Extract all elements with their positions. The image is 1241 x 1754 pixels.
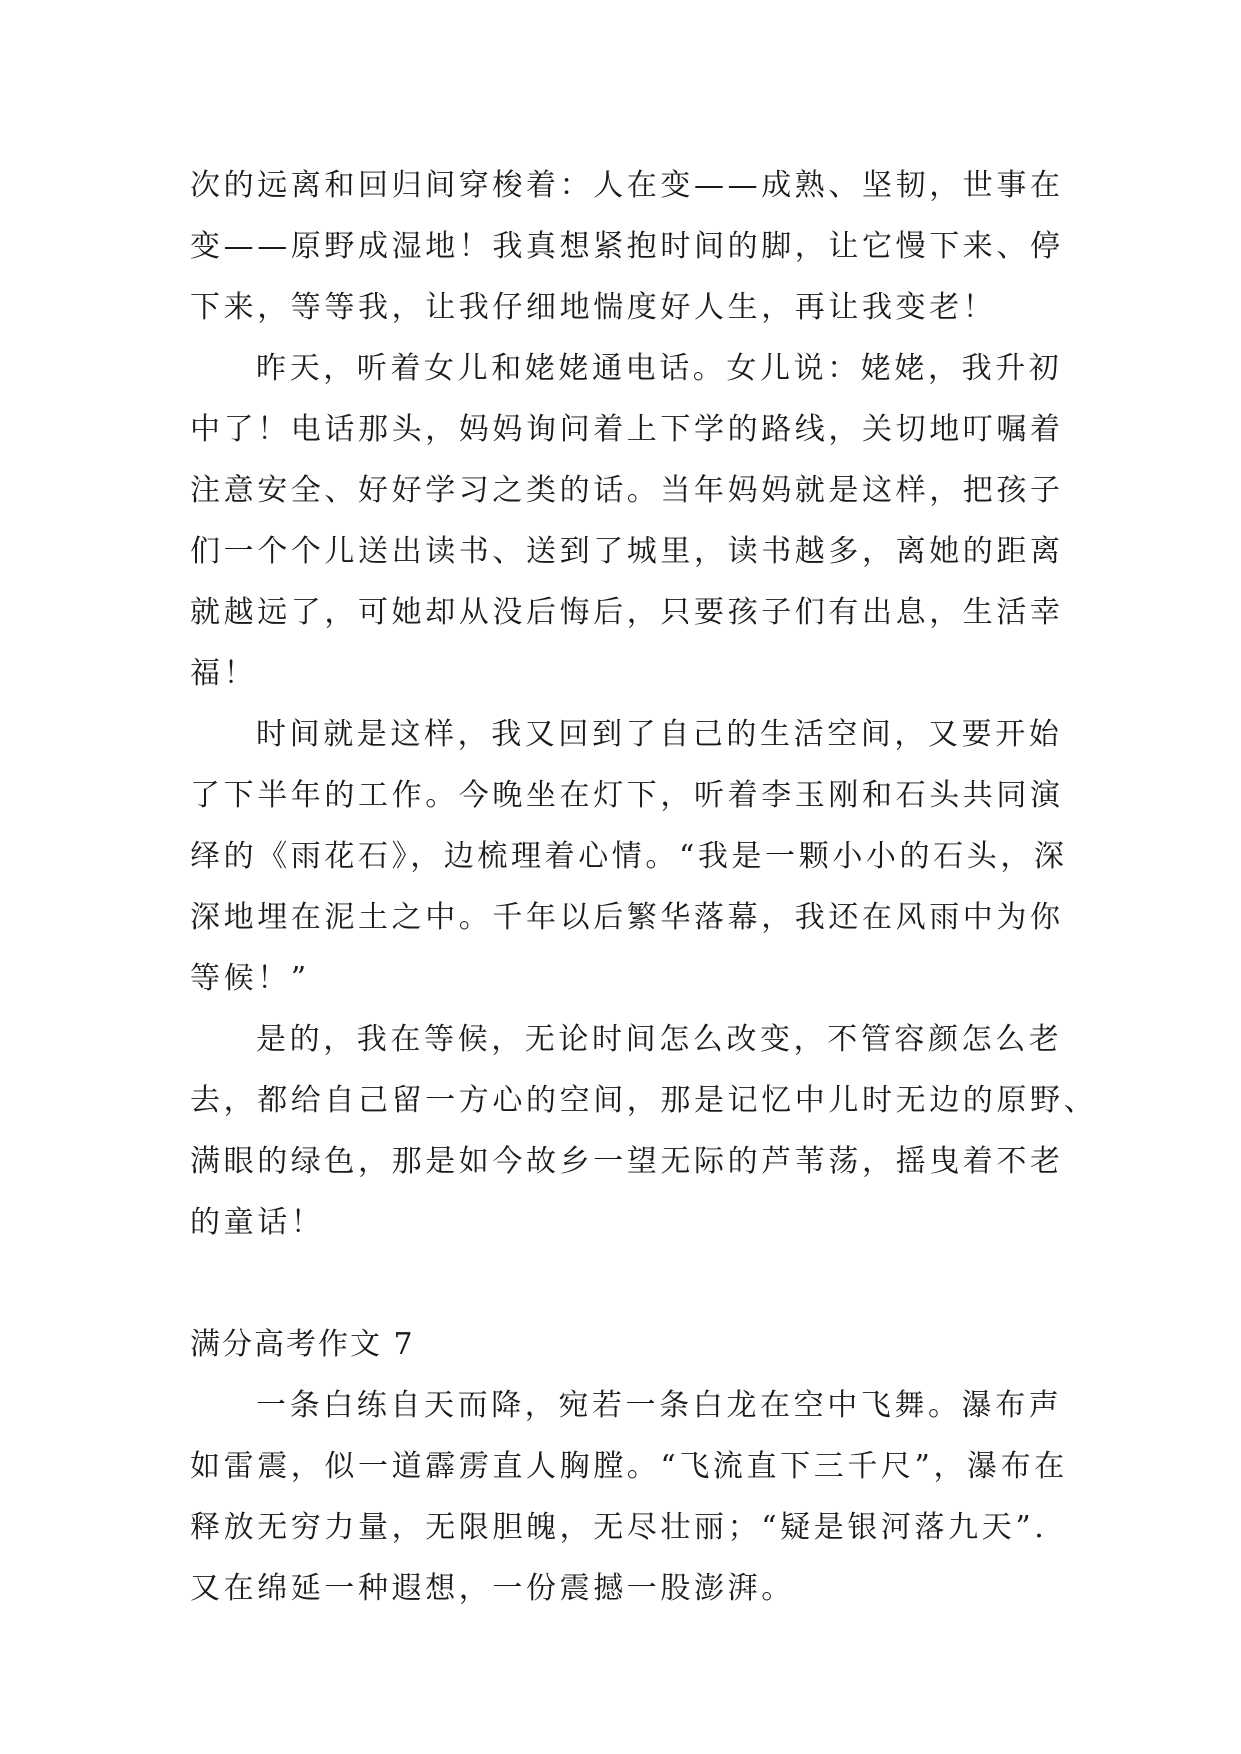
text-line: 了下半年的工作。今晚坐在灯下，听着李玉刚和石头共同演 <box>190 778 1064 813</box>
text-line: 绎的《雨花石》，边梳理着心情。“我是一颗小小的石头，深 <box>190 839 1068 874</box>
text-line: 的童话！ <box>190 1205 325 1240</box>
text-line: 深地埋在泥土之中。千年以后繁华落幕，我还在风雨中为你 <box>190 900 1064 935</box>
text-line: 一条白练自天而降，宛若一条白龙在空中飞舞。瀑布声 <box>256 1388 1063 1423</box>
text-line: 下来，等等我，让我仔细地惴度好人生，再让我变老！ <box>190 290 997 325</box>
paragraph-4 <box>190 1009 1098 1253</box>
text-line: 次的远离和回归间穿梭着：人在变——成熟、坚韧，世事在 <box>190 168 1064 203</box>
text-line: 们一个个儿送出读书、送到了城里，读书越多，离她的距离 <box>190 534 1064 569</box>
text-line: 时间就是这样，我又回到了自己的生活空间，又要开始 <box>256 717 1063 752</box>
text-line: 变——原野成湿地！我真想紧抱时间的脚，让它慢下来、停 <box>190 229 1064 264</box>
section-title: 满分高考作文 7 <box>190 1327 415 1362</box>
paragraph-1 <box>190 155 1064 338</box>
paragraph-2 <box>190 338 1064 704</box>
text-line: 是的，我在等候，无论时间怎么改变，不管容颜怎么老 <box>256 1022 1063 1057</box>
text-line: 中了！电话那头，妈妈询问着上下学的路线，关切地叮嘱着 <box>190 412 1064 447</box>
text-line: 又在绵延一种遐想，一份震撼一股澎湃。 <box>190 1571 795 1606</box>
paragraph-3 <box>190 704 1068 1009</box>
text-line: 去，都给自己留一方心的空间，那是记忆中儿时无边的原野、 <box>190 1083 1098 1118</box>
text-line: 注意安全、好好学习之类的话。当年妈妈就是这样，把孩子 <box>190 473 1064 508</box>
text-line: 等候！” <box>190 961 310 996</box>
text-line: 满眼的绿色，那是如今故乡一望无际的芦苇荡，摇曳着不老 <box>190 1144 1064 1179</box>
document-page <box>190 155 1098 1619</box>
text-line: 福！ <box>190 656 258 691</box>
text-line: 如雷震，似一道霹雳直人胸膛。“飞流直下三千尺”，瀑布在 <box>190 1449 1068 1484</box>
text-line: 释放无穷力量，无限胆魄，无尽壮丽；“疑是银河落九天”. <box>190 1510 1048 1545</box>
paragraph-5 <box>190 1375 1068 1619</box>
text-line: 就越远了，可她却从没后悔后，只要孩子们有出息，生活幸 <box>190 595 1064 630</box>
text-line: 昨天，听着女儿和姥姥通电话。女儿说：姥姥，我升初 <box>256 351 1063 386</box>
